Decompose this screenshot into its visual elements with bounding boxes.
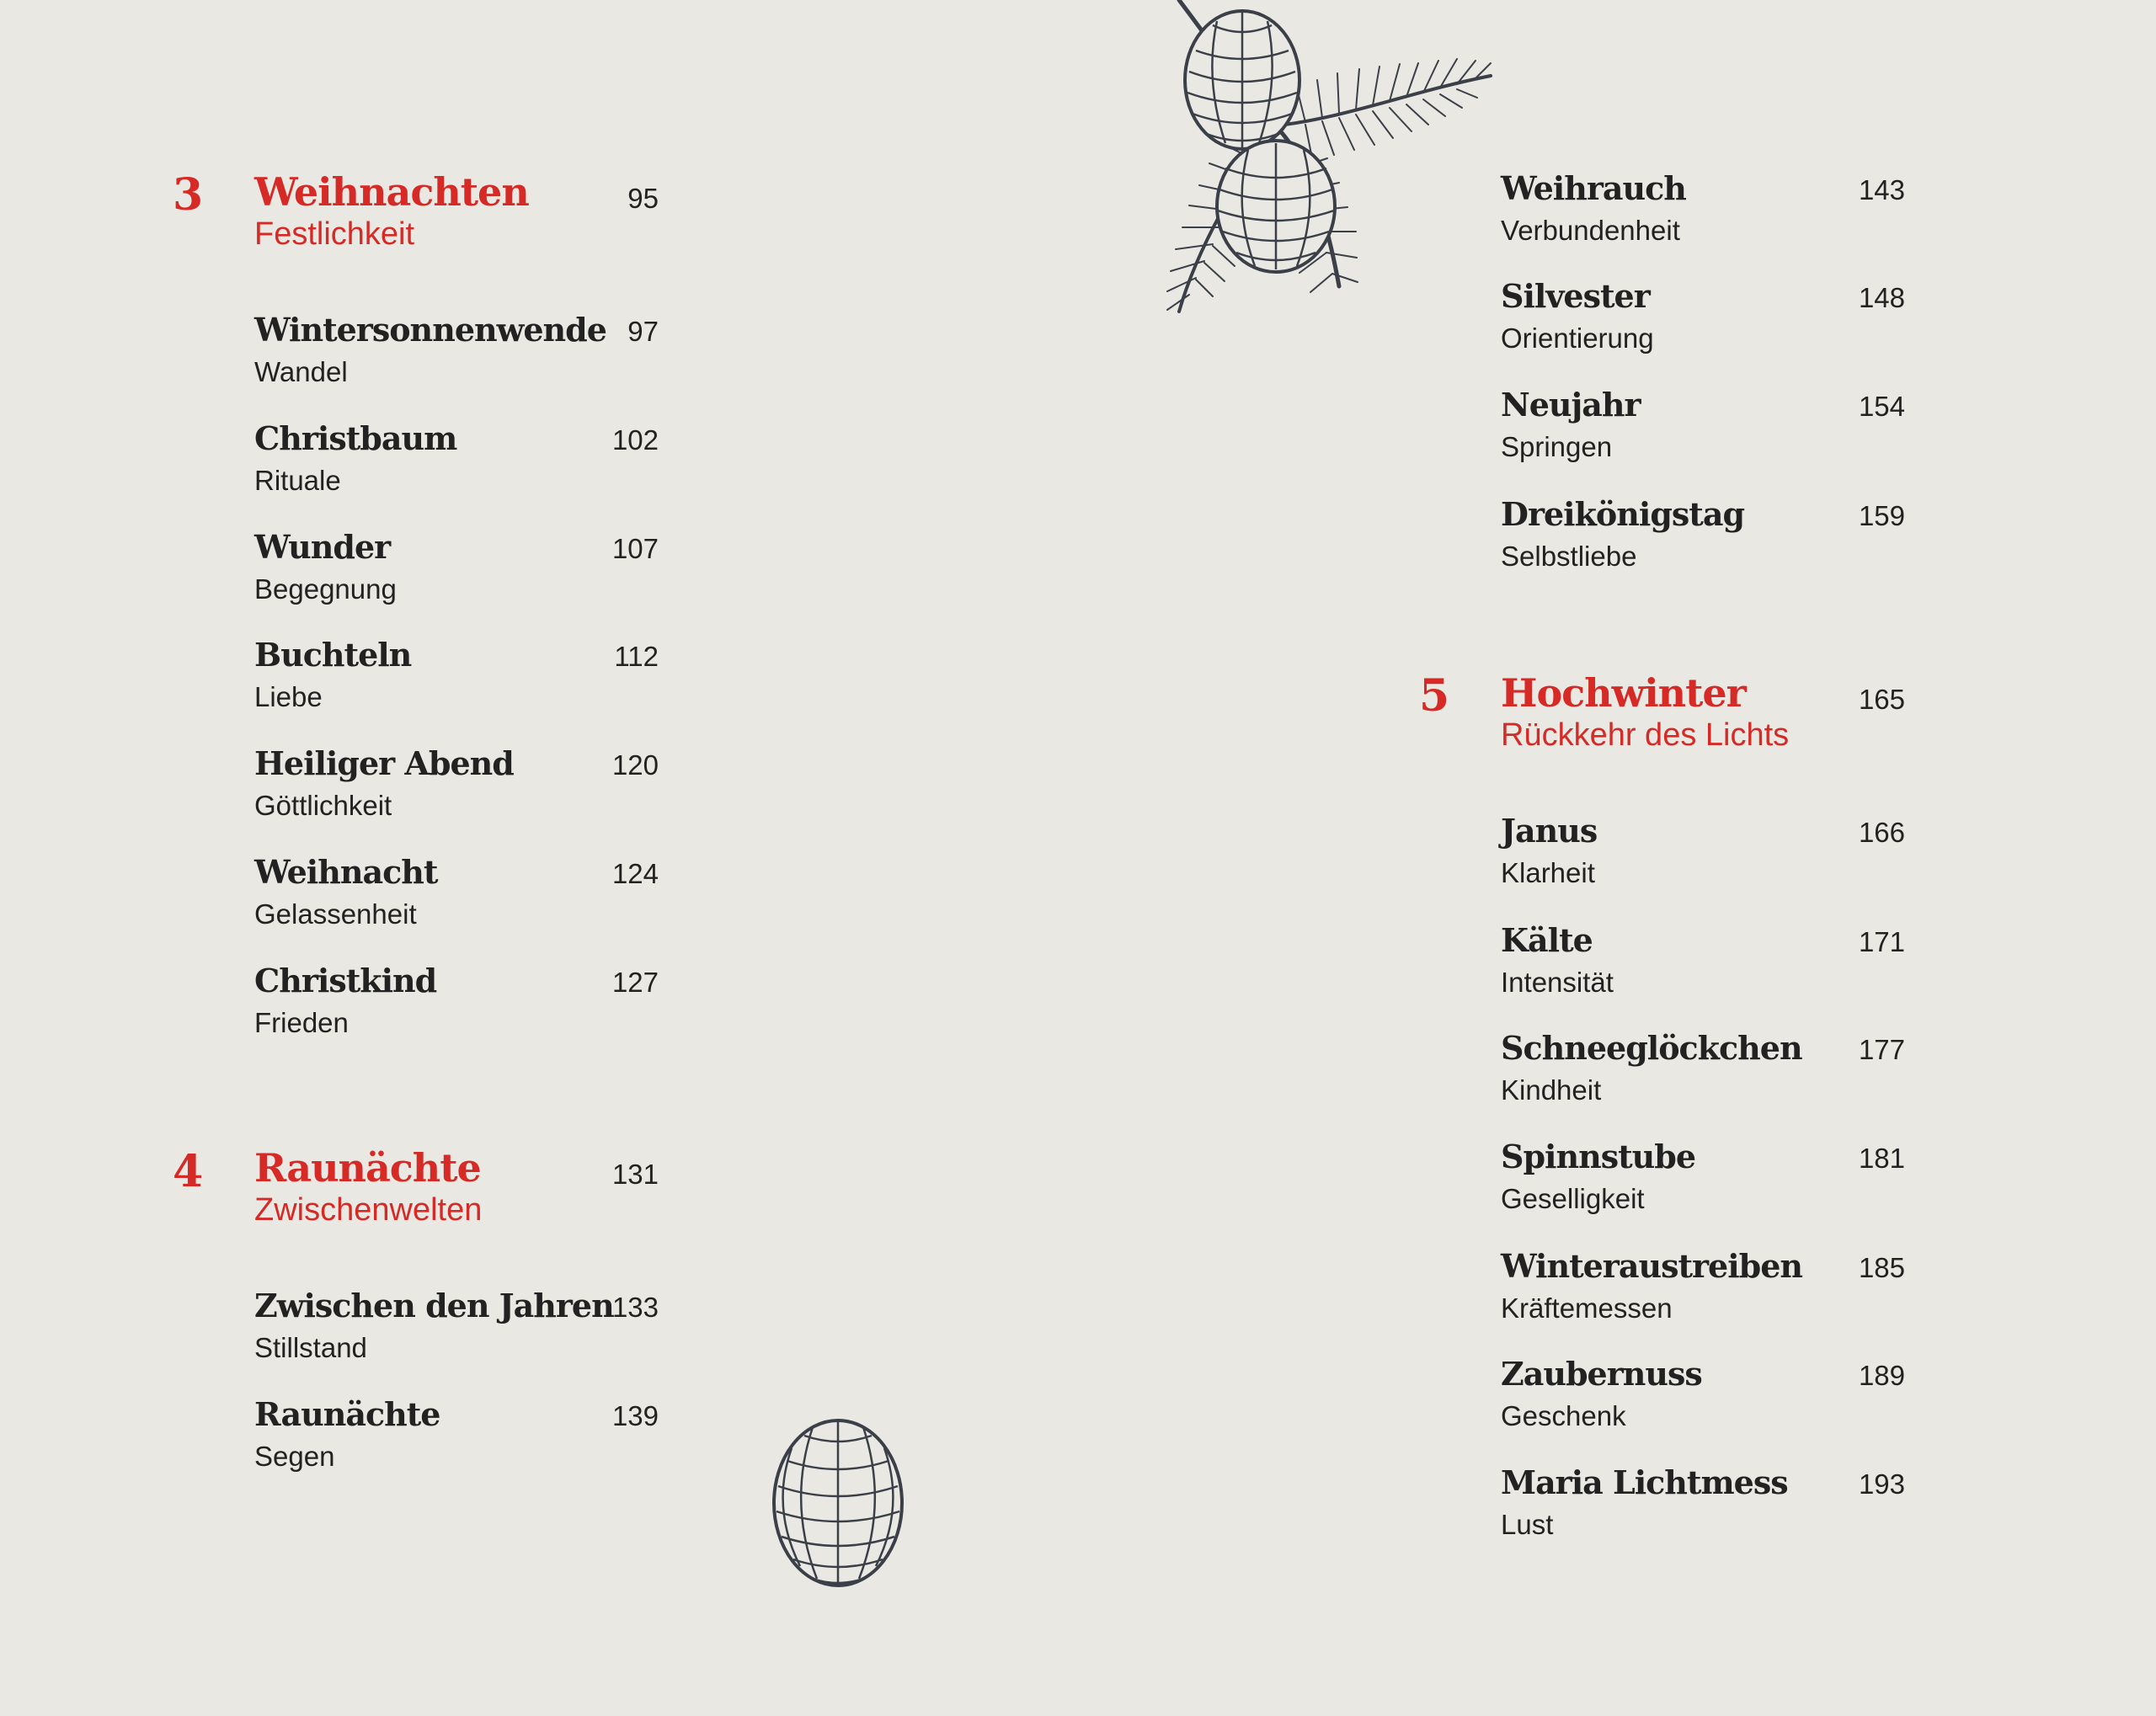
pine-branch-with-cones-illustration (1154, 0, 1508, 337)
entry-page-number: 171 (1858, 926, 1905, 957)
chapter-heading[interactable] (1501, 671, 1905, 755)
toc-entry[interactable] (1501, 274, 1905, 376)
entry-title: Buchteln (254, 636, 412, 674)
chapter-number: 3 (173, 169, 204, 221)
toc-entry[interactable] (1501, 1026, 1905, 1127)
entry-title: Wintersonnenwende (254, 311, 606, 349)
entry-title: Weihrauch (1501, 169, 1686, 207)
pine-cone-illustration (766, 1415, 910, 1596)
entry-subtitle: Stillstand (254, 1332, 367, 1363)
entry-subtitle: Springen (1501, 431, 1613, 462)
entry-subtitle: Selbstliebe (1501, 541, 1637, 572)
entry-page-number: 120 (611, 749, 659, 781)
chapter-page-number: 165 (1858, 684, 1905, 715)
chapter-number: 5 (1419, 670, 1450, 722)
entry-title: Zaubernuss (1501, 1355, 1702, 1393)
toc-entry[interactable] (254, 1393, 659, 1494)
entry-subtitle: Wandel (254, 356, 348, 387)
entry-title: Raunächte (254, 1395, 440, 1433)
entry-subtitle: Geschenk (1501, 1400, 1626, 1431)
toc-entry[interactable] (254, 742, 659, 843)
entry-title: Wunder (254, 528, 391, 566)
entry-page-number: 185 (1858, 1252, 1905, 1283)
entry-title: Janus (1501, 812, 1598, 850)
entry-title: Neujahr (1501, 386, 1641, 424)
entry-title: Silvester (1501, 277, 1650, 315)
entry-subtitle: Klarheit (1501, 857, 1595, 888)
chapter-subtitle: Zwischenwelten (254, 1192, 483, 1228)
toc-entry[interactable] (1501, 1352, 1905, 1453)
entry-subtitle: Rituale (254, 465, 341, 496)
entry-page-number: 139 (611, 1400, 659, 1431)
entry-page-number: 102 (611, 424, 659, 456)
entry-subtitle: Segen (254, 1441, 335, 1472)
entry-title: Dreikönigstag (1501, 495, 1745, 533)
toc-entry[interactable] (1501, 809, 1905, 910)
entry-subtitle: Geselligkeit (1501, 1183, 1645, 1214)
toc-entry[interactable] (254, 525, 659, 626)
entry-page-number: 189 (1858, 1360, 1905, 1391)
entry-subtitle: Gelassenheit (254, 898, 417, 930)
entry-page-number: 154 (1858, 391, 1905, 422)
entry-subtitle: Begegnung (254, 573, 397, 605)
toc-entry[interactable] (1501, 493, 1905, 594)
entry-subtitle: Intensität (1501, 967, 1614, 998)
entry-subtitle: Verbundenheit (1501, 215, 1680, 246)
toc-entry[interactable] (254, 1284, 659, 1385)
entry-subtitle: Kindheit (1501, 1074, 1602, 1106)
chapter-subtitle: Rückkehr des Lichts (1501, 717, 1790, 753)
entry-title: Zwischen den Jahren (254, 1287, 614, 1324)
entry-page-number: 177 (1858, 1034, 1905, 1065)
chapter-page-number: 131 (611, 1159, 659, 1190)
entry-title: Weihnacht (254, 853, 438, 891)
entry-page-number: 112 (614, 641, 659, 672)
entry-subtitle: Orientierung (1501, 322, 1654, 354)
entry-title: Kälte (1501, 921, 1593, 959)
entry-title: Heiliger Abend (254, 744, 514, 782)
entry-subtitle: Lust (1501, 1509, 1554, 1540)
chapter-title: Weihnachten (254, 169, 529, 215)
entry-page-number: 193 (1858, 1468, 1905, 1500)
entry-title: Maria Lichtmess (1501, 1463, 1788, 1501)
entry-title: Schneeglöckchen (1501, 1029, 1802, 1067)
entry-page-number: 181 (1858, 1143, 1905, 1174)
chapter-number: 4 (173, 1146, 204, 1197)
entry-page-number: 107 (611, 533, 659, 564)
toc-entry[interactable] (1501, 1244, 1905, 1346)
chapter-title: Hochwinter (1501, 670, 1746, 716)
entry-page-number: 97 (627, 316, 659, 347)
entry-page-number: 166 (1858, 817, 1905, 848)
toc-entry[interactable] (1501, 1461, 1905, 1562)
entry-subtitle: Kräftemessen (1501, 1292, 1673, 1324)
toc-entry[interactable] (254, 633, 659, 734)
toc-entry[interactable] (254, 417, 659, 518)
entry-page-number: 148 (1858, 282, 1905, 313)
entry-page-number: 133 (611, 1292, 659, 1323)
toc-entry[interactable] (254, 959, 659, 1060)
toc-entry[interactable] (254, 850, 659, 951)
entry-page-number: 143 (1858, 174, 1905, 205)
chapter-title: Raunächte (254, 1145, 481, 1191)
chapter-heading[interactable] (254, 170, 659, 254)
entry-title: Spinnstube (1501, 1138, 1696, 1175)
entry-title: Christbaum (254, 419, 457, 457)
entry-page-number: 124 (611, 858, 659, 889)
entry-subtitle: Göttlichkeit (254, 790, 392, 821)
chapter-heading[interactable] (254, 1146, 659, 1230)
chapter-page-number: 95 (627, 183, 659, 214)
toc-entry[interactable] (1501, 1135, 1905, 1236)
entry-title: Christkind (254, 962, 437, 999)
toc-entry[interactable] (1501, 919, 1905, 1020)
entry-subtitle: Liebe (254, 681, 323, 712)
entry-page-number: 127 (611, 967, 659, 998)
toc-entry[interactable] (254, 308, 659, 409)
entry-subtitle: Frieden (254, 1007, 349, 1038)
toc-entry[interactable] (1501, 167, 1905, 268)
toc-entry[interactable] (1501, 383, 1905, 484)
entry-page-number: 159 (1858, 500, 1905, 531)
chapter-subtitle: Festlichkeit (254, 216, 415, 252)
entry-title: Winteraustreiben (1501, 1247, 1803, 1285)
